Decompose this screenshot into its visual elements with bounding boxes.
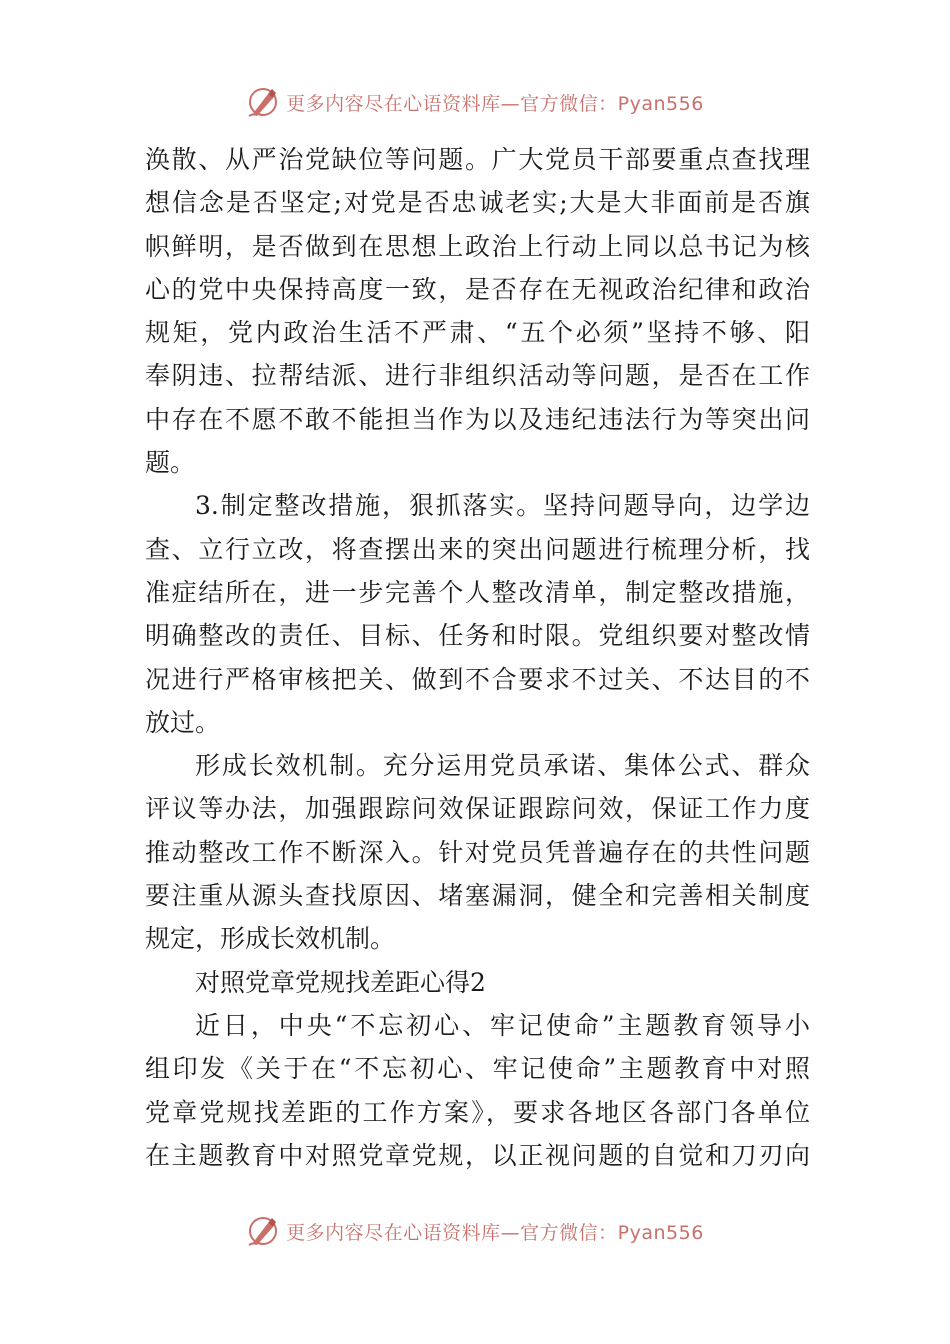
pen-logo-icon: [246, 1214, 280, 1248]
text-line: 查、立行立改，将查摆出来的突出问题进行梳理分析，找: [145, 534, 810, 564]
text-line: 要注重从源头查找原因、堵塞漏洞，健全和完善相关制度: [145, 881, 810, 911]
text-line: 党章党规找差距的工作方案》，要求各地区各部门各单位: [145, 1097, 810, 1127]
text-line: 规定，形成长效机制。: [145, 924, 396, 954]
header-banner: [0, 82, 950, 122]
footer-banner: [0, 1211, 950, 1251]
document-body: [145, 138, 810, 1177]
text-line: 题。: [145, 448, 196, 478]
paragraph-start-line: 形成长效机制。充分运用党员承诺、集体公式、群众: [195, 751, 810, 781]
text-line: 中存在不愿不敢不能担当作为以及违纪违法行为等突出问: [145, 404, 810, 434]
text-line: 涣散、从严治党缺位等问题。广大党员干部要重点查找理: [145, 145, 810, 174]
text-line: 在主题教育中对照党章党规，以正视问题的自觉和刀刃向: [145, 1140, 810, 1170]
text-line: 帜鲜明，是否做到在思想上政治上行动上同以总书记为核: [145, 231, 810, 261]
footer-banner-text: 更多内容尽在心语资料库—官方微信：Pyan556: [286, 1221, 704, 1244]
text-line: 想信念是否坚定;对党是否忠诚老实;大是大非面前是否旗: [145, 188, 810, 218]
pen-logo-icon: [246, 85, 280, 119]
text-line: 明确整改的责任、目标、任务和时限。党组织要对整改情: [145, 621, 810, 651]
text-line: 评议等办法，加强跟踪问效保证跟踪问效，保证工作力度: [145, 794, 810, 824]
text-line: 奉阴违、拉帮结派、进行非组织活动等问题，是否在工作: [145, 361, 810, 391]
text-line: 况进行严格审核把关、做到不合要求不过关、不达目的不: [145, 664, 810, 694]
text-line: 准症结所在，进一步完善个人整改清单，制定整改措施，: [145, 577, 810, 607]
text-line: 心的党中央保持高度一致，是否存在无视政治纪律和政治: [145, 274, 810, 304]
text-line: 放过。: [145, 707, 221, 737]
section-heading: 对照党章党规找差距心得2: [195, 967, 486, 997]
text-line: 组印发《关于在“不忘初心、牢记使命”主题教育中对照: [145, 1054, 810, 1084]
paragraph-start-line: 近日，中央“不忘初心、牢记使命”主题教育领导小: [195, 1010, 810, 1040]
paragraph-start-line: 3.制定整改措施，狠抓落实。坚持问题导向，边学边: [195, 491, 810, 521]
header-banner-text: 更多内容尽在心语资料库—官方微信：Pyan556: [286, 92, 704, 115]
text-line: 规矩，党内政治生活不严肃、“五个必须”坚持不够、阳: [145, 318, 810, 348]
text-line: 推动整改工作不断深入。针对党员凭普遍存在的共性问题: [145, 837, 810, 867]
